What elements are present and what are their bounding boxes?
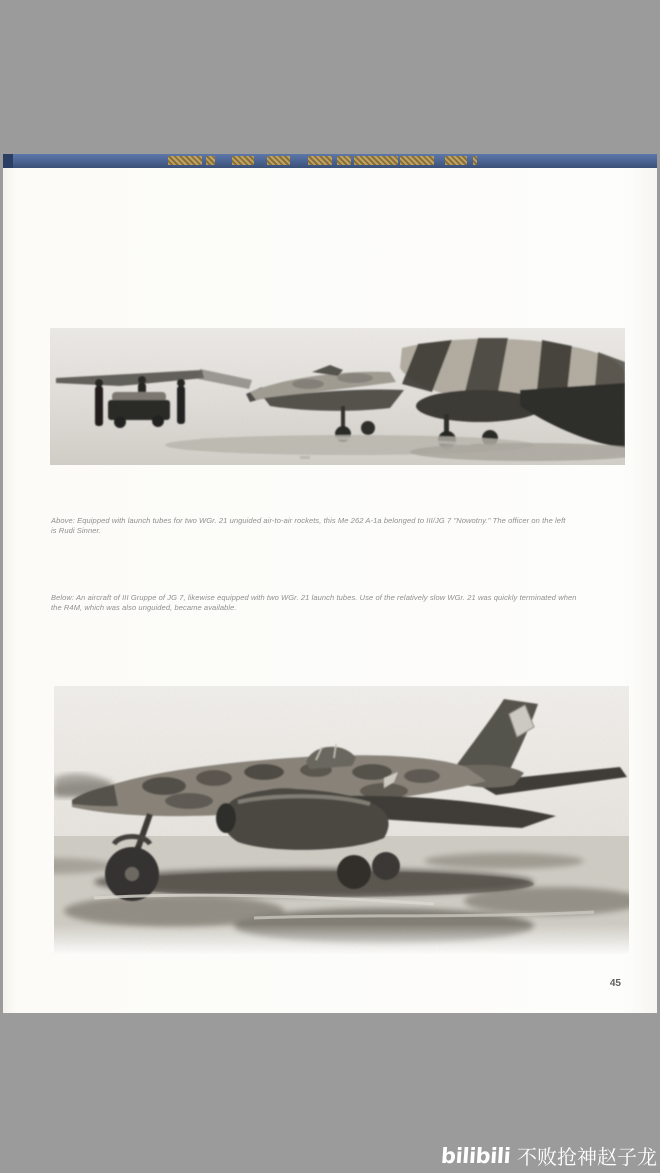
cover-title-fragment (473, 156, 477, 165)
cover-title-fragment (206, 156, 215, 165)
cover-title-fragment (168, 156, 202, 165)
bilibili-logo: bilibili (439, 1144, 511, 1168)
page-number: 45 (609, 978, 621, 989)
cover-title-fragment (308, 156, 332, 165)
caption-below (51, 593, 577, 612)
cover-title-fragment (445, 156, 467, 165)
watermark-username: 不败抢神赵子龙 (517, 1145, 657, 1169)
cover-title-fragment (400, 156, 434, 165)
cover-title-fragment (354, 156, 398, 165)
caption-below-line-2: the R4M, which was also unguided, became available. (51, 602, 237, 612)
caption-above-line-2: is Rudi Sinner. (51, 525, 101, 535)
caption-above (51, 516, 565, 535)
caption-below-line-1: Below: An aircraft of III Gruppe of JG 7, likewise equipped with two WGr. 21 launch tubes. Use of the relatively slow WGr. 21 was quickly terminated when (51, 593, 577, 602)
book-cover-edge (3, 154, 657, 168)
cover-title-fragment (337, 156, 351, 165)
book-page (3, 168, 657, 1013)
cover-title-fragment (232, 156, 254, 165)
me262-side-view-photo (54, 686, 629, 954)
bilibili-watermark (441, 1146, 657, 1167)
me262-flight-line-photo (50, 328, 625, 465)
cover-title-fragment (267, 156, 290, 165)
caption-above-line-1: Above: Equipped with launch tubes for two WGr. 21 unguided air-to-air rockets, this Me 262 A-1a belonged to III/JG 7 "Nowotny." The officer on the left (51, 516, 566, 525)
